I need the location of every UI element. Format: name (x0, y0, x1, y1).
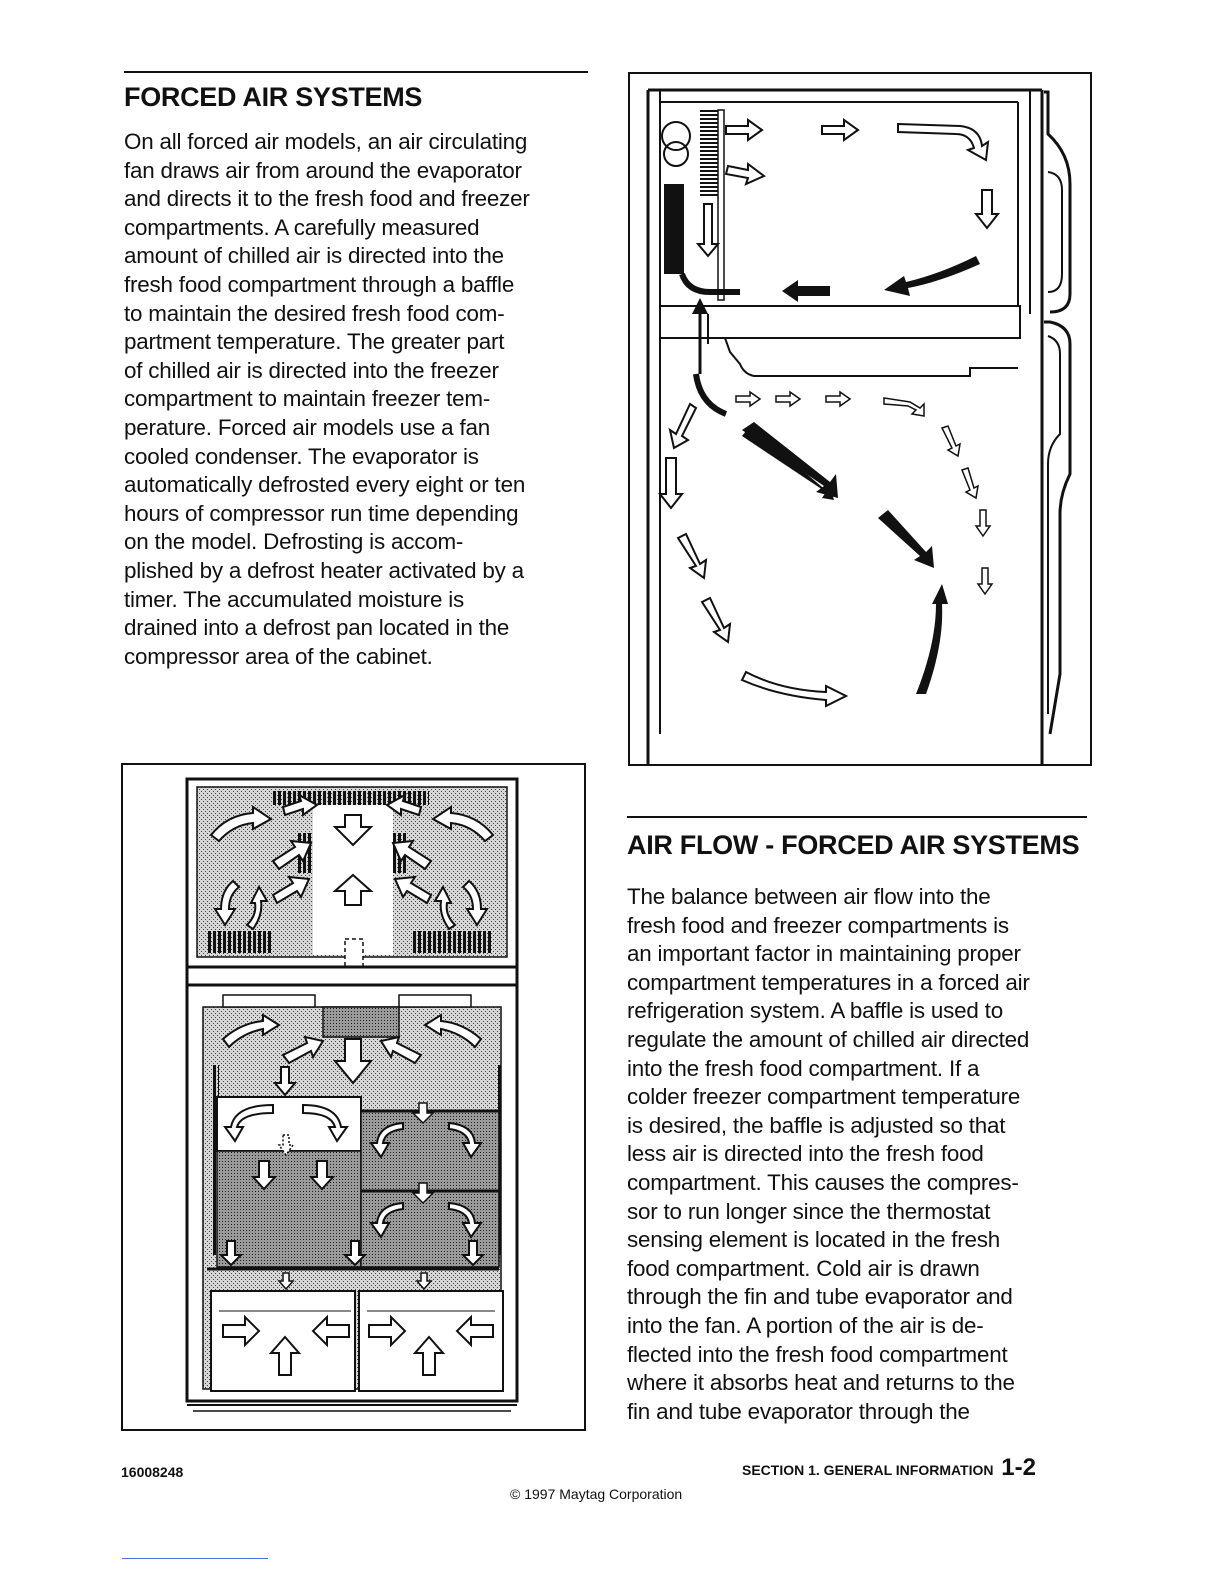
text-line: refrigeration system. A baffle is used to (627, 998, 1003, 1024)
air-flow-heading: AIR FLOW - FORCED AIR SYSTEMS (627, 830, 1080, 860)
text-line: hours of compressor run time depending (124, 500, 519, 526)
text-line: on the model. Defrosting is accom- (124, 529, 464, 555)
page-number: 1-2 (1001, 1454, 1036, 1481)
text-line: fan draws air from around the evaporator (124, 157, 522, 183)
text-line: flected into the fresh food compartment (627, 1341, 1008, 1367)
text-line: automatically defrosted every eight or ten (124, 472, 526, 498)
text-line: fresh food compartment through a baffle (124, 271, 515, 297)
text-line: plished by a defrost heater activated by a (124, 557, 524, 583)
front-airflow-diagram (121, 763, 586, 1431)
text-line: partment temperature. The greater part (124, 329, 505, 355)
text-line: compartments. A carefully measured (124, 214, 480, 240)
bottom-link-line (122, 1558, 268, 1559)
text-line: colder freezer compartment temperature (627, 1084, 1021, 1110)
section-title: SECTION 1. GENERAL INFORMATION (742, 1462, 994, 1478)
text-line: regulate the amount of chilled air directed (627, 1026, 1030, 1052)
left-heading-rule (124, 71, 588, 73)
text-line: food compartment. Cold air is drawn (627, 1255, 980, 1281)
text-line: amount of chilled air is directed into the (124, 243, 504, 269)
text-line: sor to run longer since the thermostat (627, 1198, 991, 1224)
text-line: to maintain the desired fresh food com- (124, 300, 505, 326)
text-line: compartment to maintain freezer tem- (124, 386, 491, 412)
text-line: perature. Forced air models use a fan (124, 414, 490, 440)
text-line: compartment temperatures in a forced air (627, 969, 1030, 995)
text-line: of chilled air is directed into the freezer (124, 357, 499, 383)
text-line: sensing element is located in the fresh (627, 1227, 1001, 1253)
forced-air-paragraph (124, 128, 594, 671)
text-line: and directs it to the fresh food and freezer (124, 186, 530, 212)
text-line: where it absorbs heat and returns to the (627, 1370, 1015, 1396)
right-heading-rule (627, 816, 1087, 818)
forced-air-heading: FORCED AIR SYSTEMS (124, 82, 423, 112)
text-line: through the fin and tube evaporator and (627, 1284, 1013, 1310)
text-line: cooled condenser. The evaporator is (124, 443, 479, 469)
text-line: compressor area of the cabinet. (124, 643, 433, 669)
text-line: drained into a defrost pan located in the (124, 615, 510, 641)
text-line: an important factor in maintaining proper (627, 941, 1021, 967)
air-flow-paragraph (627, 883, 1097, 1426)
text-line: fresh food and freezer compartments is (627, 912, 1009, 938)
text-line: fin and tube evaporator through the (627, 1398, 970, 1424)
doc-number: 16008248 (121, 1464, 184, 1480)
section-label (742, 1454, 1036, 1482)
text-line: less air is directed into the fresh food (627, 1141, 984, 1167)
side-airflow-diagram (628, 72, 1092, 766)
text-line: into the fresh food compartment. If a (627, 1055, 980, 1081)
text-line: compartment. This causes the compres- (627, 1169, 1019, 1195)
text-line: timer. The accumulated moisture is (124, 586, 464, 612)
copyright: © 1997 Maytag Corporation (510, 1486, 683, 1502)
text-line: into the fan. A portion of the air is de- (627, 1312, 984, 1338)
text-line: The balance between air flow into the (627, 884, 991, 909)
text-line: On all forced air models, an air circulating (124, 129, 528, 154)
text-line: is desired, the baffle is adjusted so that (627, 1112, 1006, 1138)
